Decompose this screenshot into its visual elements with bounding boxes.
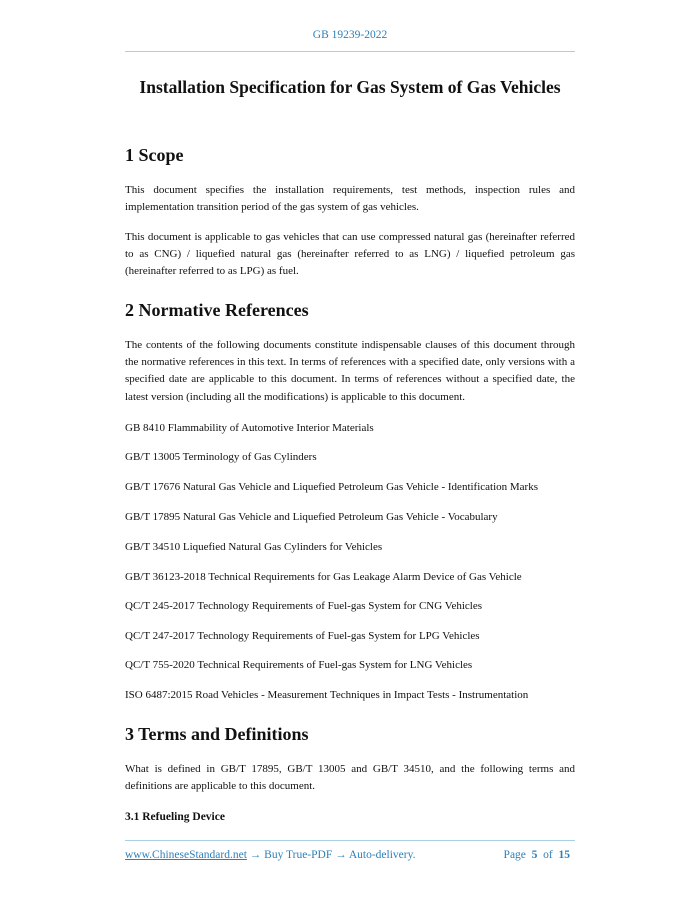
footer-divider [125,840,575,841]
total-pages: 15 [558,849,570,861]
section-heading-terms: 3 Terms and Definitions [125,724,309,744]
reference-item: GB/T 17895 Natural Gas Vehicle and Liquefied Petroleum Gas Vehicle - Vocabulary [125,511,498,523]
reference-item: QC/T 245-2017 Technology Requirements of Fuel-gas System for CNG Vehicles [125,600,482,612]
subsection-heading-refueling-device: 3.1 Refueling Device [125,811,225,823]
page-label: Page [503,849,526,861]
reference-item: QC/T 755-2020 Technical Requirements of Fuel-gas System for LNG Vehicles [125,659,473,671]
current-page: 5 [531,849,538,861]
scope-paragraph-2: This document is applicable to gas vehicles that can use compressed natural gas (hereinafter referred to as CNG) / liquefied natural gas (hereinafter referred to as LNG) / liquefied petroleum gas (hereinafter referred to as LPG) as fuel. [125,231,575,278]
reference-item: GB 8410 Flammability of Automotive Interior Materials [125,422,374,434]
reference-item: ISO 6487:2015 Road Vehicles - Measurement Techniques in Impact Tests - Instrumentation [125,689,529,701]
footer-tagline: → Buy True-PDF → Auto-delivery. [246,849,416,861]
of-label: of [543,849,553,861]
chinese-standard-link[interactable]: www.ChineseStandard.net [125,849,247,861]
scope-paragraph-1: This document specifies the installation requirements, test methods, inspection rules and implementation transition period of the gas system of gas vehicles. [125,184,575,214]
normative-intro: The contents of the following documents constitute indispensable clauses of this document through the normative references in this text. In terms of references with a specified date, only versions with a specified date are applicable to this document. In terms of references without a specified date, the latest version (including all the modifications) is applicable to this document. [125,339,575,403]
section-heading-normative-references: 2 Normative References [125,300,309,320]
reference-item: GB/T 36123-2018 Technical Requirements for Gas Leakage Alarm Device of Gas Vehicle [125,571,522,583]
footer [125,849,575,861]
header-divider [125,51,575,52]
terms-intro: What is defined in GB/T 17895, GB/T 13005 and GB/T 34510, and the following terms and definitions are applicable to this document. [125,763,575,793]
document-code-header: GB 19239-2022 [312,29,388,41]
reference-item: GB/T 34510 Liquefied Natural Gas Cylinders for Vehicles [125,541,383,553]
document-title: Installation Specification for Gas System of Gas Vehicles [139,77,561,97]
reference-item: GB/T 13005 Terminology of Gas Cylinders [125,451,317,463]
page-indicator [504,849,570,861]
reference-item: GB/T 17676 Natural Gas Vehicle and Liquefied Petroleum Gas Vehicle - Identification Marks [125,481,539,493]
section-heading-scope: 1 Scope [125,145,184,165]
reference-item: QC/T 247-2017 Technology Requirements of Fuel-gas System for LPG Vehicles [125,630,480,642]
